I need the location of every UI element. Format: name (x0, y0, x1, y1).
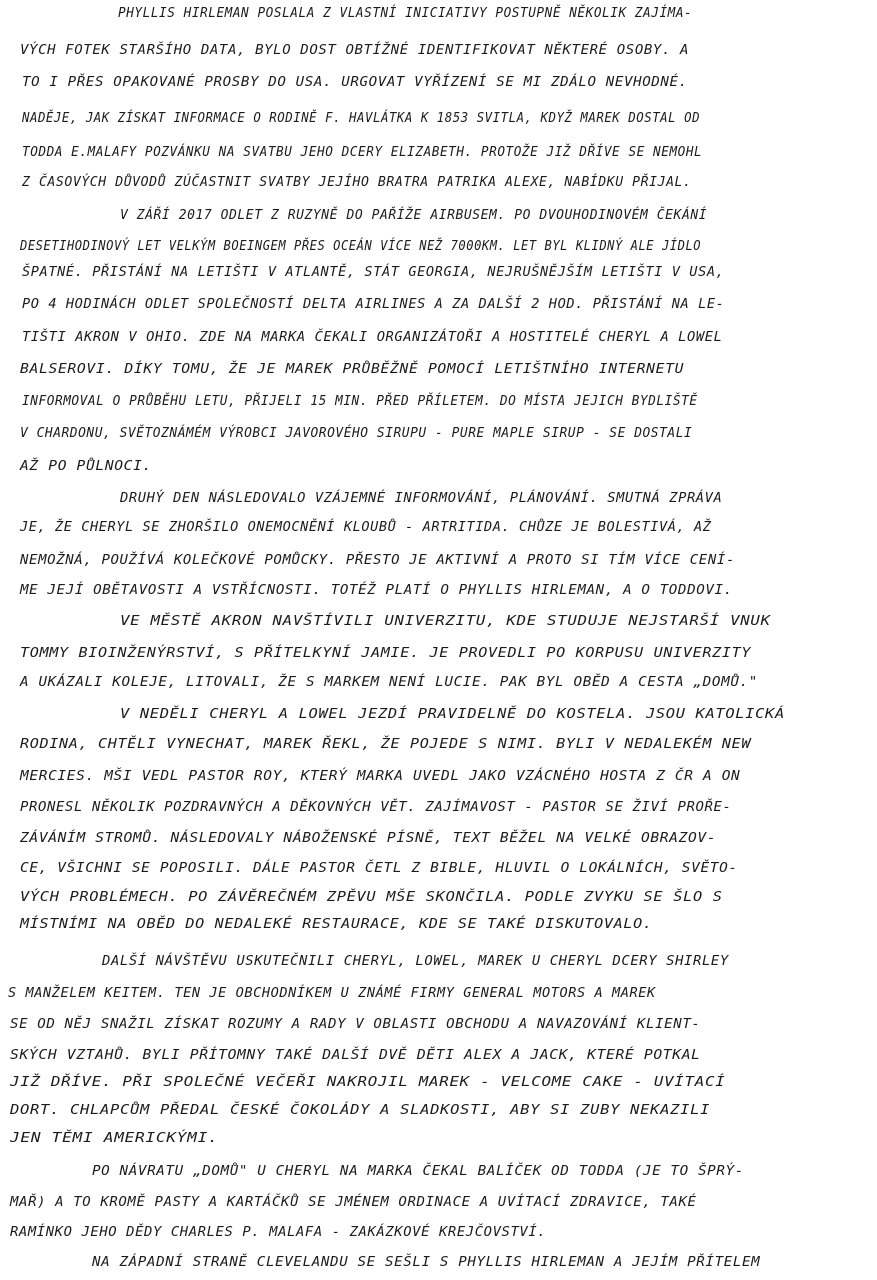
text-line-33: SE OD NĚJ SNAŽIL ZÍSKAT ROZUMY A RADY V OBLASTI OBCHODU A NAVAZOVÁNÍ KLIENT- (10, 1016, 701, 1032)
text-line-28: CE, VŠICHNI SE POPOSILI. DÁLE PASTOR ČETL Z BIBLE, HLUVIL O LOKÁLNÍCH, SVĚTO- (20, 860, 738, 876)
text-line-3: TO I PŘES OPAKOVANÉ PROSBY DO USA. URGOVAT VYŘÍZENÍ SE MI ZDÁLO NEVHODNÉ. (22, 74, 688, 90)
text-line-20: VE MĚSTĚ AKRON NAVŠTÍVILI UNIVERZITU, KDE STUDUJE NEJSTARŠÍ VNUK (120, 613, 771, 629)
text-line-17: JE, ŽE CHERYL SE ZHORŠILO ONEMOCNĚNÍ KLOUBŮ - ARTRITIDA. CHŮZE JE BOLESTIVÁ, AŽ (20, 519, 712, 535)
text-line-7: V ZÁŘÍ 2017 ODLET Z RUZYNĚ DO PAŘÍŽE AIRBUSEM. PO DVOUHODINOVÉM ČEKÁNÍ (120, 207, 708, 223)
text-line-14: V CHARDONU, SVĚTOZNÁMÉM VÝROBCI JAVOROVÉHO SIRUPU - PURE MAPLE SIRUP - SE DOSTALI (20, 425, 693, 441)
text-line-21: TOMMY BIOINŽENÝRSTVÍ, S PŘÍTELKYNÍ JAMIE. JE PROVEDLI PO KORPUSU UNIVERZITY (20, 645, 752, 661)
text-line-38: PO NÁVRATU „DOMŮ" U CHERYL NA MARKA ČEKAL BALÍČEK OD TODDA (JE TO ŠPRÝ- (92, 1163, 744, 1179)
text-line-29: VÝCH PROBLÉMECH. PO ZÁVĚREČNÉM ZPĚVU MŠE SKONČILA. PODLE ZVYKU SE ŠLO S (20, 889, 723, 905)
text-line-4: NADĚJE, JAK ZÍSKAT INFORMACE O RODINĚ F. HAVLÁTKA K 1853 SVITLA, KDYŽ MAREK DOSTAL OD (22, 110, 701, 126)
text-line-34: SKÝCH VZTAHŮ. BYLI PŘÍTOMNY TAKÉ DALŠÍ DVĚ DĚTI ALEX A JACK, KTERÉ POTKAL (10, 1047, 701, 1063)
text-line-27: ZÁVÁNÍM STROMŮ. NÁSLEDOVALY NÁBOŽENSKÉ PÍSNĚ, TEXT BĚŽEL NA VELKÉ OBRAZOV- (20, 830, 717, 846)
text-line-15: AŽ PO PŮLNOCI. (20, 458, 152, 474)
text-line-10: PO 4 HODINÁCH ODLET SPOLEČNOSTÍ DELTA AIRLINES A ZA DALŠÍ 2 HOD. PŘISTÁNÍ NA LE- (22, 296, 725, 312)
text-line-23: V NEDĚLI CHERYL A LOWEL JEZDÍ PRAVIDELNĚ DO KOSTELA. JSOU KATOLICKÁ (120, 706, 785, 722)
text-line-2: VÝCH FOTEK STARŠÍHO DATA, BYLO DOST OBTÍŽNÉ IDENTIFIKOVAT NĚKTERÉ OSOBY. A (20, 42, 690, 58)
text-line-40: RAMÍNKO JEHO DĚDY CHARLES P. MALAFA - ZAKÁZKOVÉ KREJČOVSTVÍ. (10, 1224, 547, 1240)
text-line-16: DRUHÝ DEN NÁSLEDOVALO VZÁJEMNÉ INFORMOVÁNÍ, PLÁNOVÁNÍ. SMUTNÁ ZPRÁVA (120, 490, 723, 506)
text-line-26: PRONESL NĚKOLIK POZDRAVNÝCH A DĚKOVNÝCH VĚT. ZAJÍMAVOST - PASTOR SE ŽIVÍ PROŘE- (20, 799, 732, 815)
text-line-30: MÍSTNÍMI NA OBĚD DO NEDALEKÉ RESTAURACE, KDE SE TAKÉ DISKUTOVALO. (20, 916, 653, 932)
text-line-35: JIŽ DŘÍVE. PŘI SPOLEČNÉ VEČEŘI NAKROJIL MAREK - VELCOME CAKE - UVÍTACÍ (10, 1074, 726, 1090)
text-line-24: RODINA, CHTĚLI VYNECHAT, MAREK ŘEKL, ŽE POJEDE S NIMI. BYLI V NEDALEKÉM NEW (20, 736, 752, 752)
text-line-37: JEN TĚMI AMERICKÝMI. (10, 1130, 219, 1146)
text-line-31: DALŠÍ NÁVŠTĚVU USKUTEČNILI CHERYL, LOWEL, MAREK U CHERYL DCERY SHIRLEY (102, 953, 729, 969)
text-line-13: INFORMOVAL O PRŮBĚHU LETU, PŘIJELI 15 MIN. PŘED PŘÍLETEM. DO MÍSTA JEJICH BYDLIŠTĚ (22, 393, 698, 409)
text-line-36: DORT. CHLAPCŮM PŘEDAL ČESKÉ ČOKOLÁDY A SLADKOSTI, ABY SI ZUBY NEKAZILI (10, 1102, 711, 1118)
text-line-18: NEMOŽNÁ, POUŽÍVÁ KOLEČKOVÉ POMŮCKY. PŘESTO JE AKTIVNÍ A PROTO SI TÍM VÍCE CENÍ- (20, 552, 736, 568)
text-line-22: A UKÁZALI KOLEJE, LITOVALI, ŽE S MARKEM NENÍ LUCIE. PAK BYL OBĚD A CESTA „DOMŮ." (20, 674, 759, 690)
text-line-5: TODDA E.MALAFY POZVÁNKU NA SVATBU JEHO DCERY ELIZABETH. PROTOŽE JIŽ DŘÍVE SE NEMOHL (22, 144, 703, 160)
text-line-19: ME JEJÍ OBĚTAVOSTI A VSTŘÍCNOSTI. TOTÉŽ PLATÍ O PHYLLIS HIRLEMAN, A O TODDOVI. (20, 582, 733, 598)
text-line-39: MAŘ) A TO KROMĚ PASTY A KARTÁČKŮ SE JMÉNEM ORDINACE A UVÍTACÍ ZDRAVICE, TAKÉ (10, 1194, 697, 1210)
text-line-1: PHYLLIS HIRLEMAN POSLALA Z VLASTNÍ INICIATIVY POSTUPNĚ NĚKOLIK ZAJÍMA- (118, 5, 693, 21)
text-line-12: BALSEROVI. DÍKY TOMU, ŽE JE MAREK PRŮBĚŽNĚ POMOCÍ LETIŠTNÍHO INTERNETU (20, 361, 685, 377)
text-line-8: DESETIHODINOVÝ LET VELKÝM BOEINGEM PŘES OCEÁN VÍCE NEŽ 7000KM. LET BYL KLIDNÝ ALE JÍDLO (20, 238, 702, 254)
text-line-11: TIŠTI AKRON V OHIO. ZDE NA MARKA ČEKALI ORGANIZÁTOŘI A HOSTITELÉ CHERYL A LOWEL (22, 329, 723, 345)
text-line-9: ŠPATNÉ. PŘISTÁNÍ NA LETIŠTI V ATLANTĚ, STÁT GEORGIA, NEJRUŠNĚJŠÍM LETIŠTI V USA, (22, 264, 725, 280)
text-line-41: NA ZÁPADNÍ STRANĚ CLEVELANDU SE SEŠLI S PHYLLIS HIRLEMAN A JEJÍM PŘÍTELEM (92, 1254, 761, 1270)
text-line-25: MERCIES. MŠI VEDL PASTOR ROY, KTERÝ MARKA UVEDL JAKO VZÁCNÉHO HOSTA Z ČR A ON (20, 768, 741, 784)
text-line-32: S MANŽELEM KEITEM. TEN JE OBCHODNÍKEM U ZNÁMÉ FIRMY GENERAL MOTORS A MAREK (8, 985, 656, 1001)
text-line-6: Z ČASOVÝCH DŮVODŮ ZÚČASTNIT SVATBY JEJÍHO BRATRA PATRIKA ALEXE, NABÍDKU PŘIJAL. (22, 174, 692, 190)
